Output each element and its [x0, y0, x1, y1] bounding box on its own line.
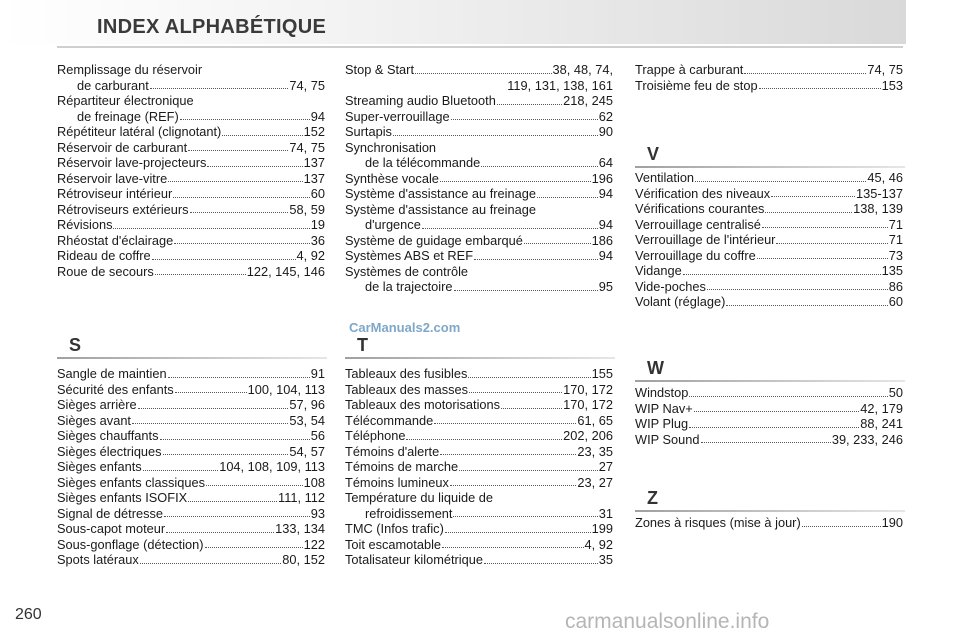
index-block-s-continued	[345, 62, 613, 295]
index-entry	[345, 93, 613, 109]
entry-page-ref: 71	[888, 232, 903, 247]
entry-label: Vérification des niveaux	[635, 185, 771, 201]
dot-leader	[434, 423, 576, 424]
index-entry	[57, 202, 325, 218]
entry-label: Système d'assistance au freinage	[345, 186, 536, 201]
entry-page-ref: 57, 96	[289, 397, 325, 412]
entry-page-ref: 19	[310, 217, 325, 232]
watermark-bottom: carmanualsonline.info	[565, 610, 770, 633]
page-number: 260	[15, 606, 42, 623]
entry-page-ref: 190	[881, 515, 903, 530]
index-entry	[345, 171, 613, 187]
dot-leader	[422, 228, 598, 229]
entry-page-ref: 23, 27	[577, 474, 613, 490]
entry-page-ref: 38, 48, 74,	[552, 62, 613, 77]
index-entry	[345, 155, 613, 171]
index-entry	[635, 186, 903, 202]
entry-label: de la télécommande	[365, 155, 481, 170]
index-entry	[57, 537, 325, 553]
entry-label: Sécurité des enfants	[57, 381, 174, 397]
entry-label: Tableaux des fusibles	[345, 366, 468, 381]
entry-label: Réservoir de carburant	[57, 139, 188, 155]
index-entry	[345, 366, 613, 382]
dot-leader	[207, 166, 302, 167]
entry-page-ref: 4, 92	[584, 536, 613, 552]
index-entry	[635, 232, 903, 248]
dot-leader	[689, 427, 859, 428]
entry-label: Témoins d'alerte	[345, 443, 440, 459]
dot-leader	[497, 104, 562, 105]
dot-leader	[771, 196, 855, 197]
dot-leader	[113, 228, 309, 229]
dot-leader	[415, 73, 552, 74]
index-entry	[345, 382, 613, 398]
entry-page-ref: 94	[310, 108, 325, 124]
dot-leader	[744, 73, 866, 74]
index-entry	[345, 279, 613, 295]
dot-leader	[537, 197, 598, 198]
entry-label: Windstop	[635, 385, 689, 400]
entry-page-ref: 39, 233, 246	[831, 431, 903, 447]
section-letter: Z	[647, 488, 658, 508]
dot-leader	[765, 212, 852, 213]
dot-leader	[132, 423, 288, 424]
entry-page-ref: 199	[591, 521, 613, 536]
index-entry	[635, 62, 903, 78]
dot-leader	[776, 243, 887, 244]
dot-leader	[757, 258, 888, 259]
entry-page-ref: 60	[310, 186, 325, 201]
entry-label: Sous-capot moteur	[57, 521, 166, 536]
entry-page-ref: 155	[591, 366, 613, 381]
entry-label: WIP Plug	[635, 416, 689, 431]
dot-leader	[453, 516, 597, 517]
dot-leader	[440, 454, 576, 455]
entry-page-ref: 93	[310, 505, 325, 521]
dot-leader	[150, 88, 289, 89]
index-block-v	[635, 170, 903, 310]
index-entry	[345, 444, 613, 460]
dot-leader	[166, 532, 274, 533]
index-entry	[635, 279, 903, 295]
entry-page-ref: 135	[881, 263, 903, 278]
entry-label: Sièges chauffants	[57, 428, 159, 443]
entry-page-ref: 122, 145, 146	[246, 263, 325, 279]
dot-leader	[683, 274, 881, 275]
index-entry	[57, 264, 325, 280]
entry-label: Sièges arrière	[57, 397, 137, 412]
index-entry	[345, 459, 613, 475]
entry-label: Spots latéraux	[57, 552, 139, 567]
dot-leader	[802, 526, 881, 527]
entry-page-ref-continued: 119, 131, 138, 161	[507, 77, 613, 93]
dot-leader	[138, 408, 289, 409]
dot-leader	[469, 392, 562, 393]
index-entry	[57, 124, 325, 140]
dot-leader	[205, 547, 303, 548]
entry-label: Super-verrouillage	[345, 108, 450, 124]
entry-page-ref: 64	[598, 155, 613, 170]
index-entry	[57, 444, 325, 460]
index-block-r	[57, 62, 325, 279]
index-entry	[57, 382, 325, 398]
dot-leader	[393, 135, 598, 136]
index-entry	[57, 248, 325, 264]
index-block-t	[345, 366, 613, 568]
index-entry	[57, 186, 325, 202]
entry-label: Système de guidage embarqué	[345, 232, 523, 248]
entry-label: Sièges électriques	[57, 443, 162, 459]
entry-label: Répétiteur latéral (clignotant)	[57, 124, 222, 139]
entry-label: d'urgence	[365, 217, 421, 232]
section-letter: T	[357, 335, 368, 355]
entry-page-ref: 111, 112	[278, 490, 325, 505]
dot-leader	[160, 439, 310, 440]
dot-leader	[442, 547, 584, 548]
index-block-w	[635, 385, 903, 447]
index-entry	[345, 233, 613, 249]
dot-leader	[188, 150, 288, 151]
entry-label: Signal de détresse	[57, 505, 163, 521]
index-entry	[345, 428, 613, 444]
entry-label: Télécommande	[345, 412, 434, 428]
entry-label: Ventilation	[635, 170, 695, 185]
section-rule	[635, 166, 905, 168]
entry-label: Rhéostat d'éclairage	[57, 232, 174, 248]
index-entry-heading: Système d'assistance au freinage	[345, 201, 536, 217]
entry-page-ref: 137	[303, 170, 325, 186]
dot-leader	[726, 305, 887, 306]
dot-leader	[481, 166, 598, 167]
entry-label: Sièges enfants ISOFIX	[57, 490, 188, 505]
entry-page-ref: 90	[598, 124, 613, 139]
entry-page-ref: 73	[888, 247, 903, 263]
index-block-s	[57, 366, 325, 568]
dot-leader	[707, 289, 888, 290]
entry-label: Téléphone	[345, 428, 406, 443]
index-entry	[57, 140, 325, 156]
entry-label: TMC (Infos trafic)	[345, 521, 444, 536]
dot-leader	[190, 212, 289, 213]
dot-leader	[175, 392, 247, 393]
entry-page-ref: 100, 104, 113	[247, 381, 325, 397]
entry-page-ref: 23, 35	[577, 443, 613, 459]
dot-leader	[143, 470, 219, 471]
index-entry-heading: Synchronisation	[345, 139, 437, 155]
dot-leader	[450, 485, 577, 486]
dot-leader	[694, 411, 860, 412]
entry-label: Rétroviseur intérieur	[57, 186, 173, 201]
index-entry	[345, 186, 613, 202]
index-entry-heading: Systèmes de contrôle	[345, 263, 469, 279]
entry-page-ref: 27	[598, 459, 613, 474]
index-entry	[57, 78, 325, 94]
dot-leader	[468, 377, 590, 378]
index-block-z	[635, 515, 903, 531]
entry-page-ref: 53, 54	[289, 412, 325, 428]
entry-label: Vérifications courantes	[635, 201, 765, 216]
index-entry	[57, 217, 325, 233]
index-entry	[57, 490, 325, 506]
entry-page-ref: 74, 75	[289, 139, 325, 155]
entry-page-ref: 36	[310, 232, 325, 248]
dot-leader	[689, 396, 887, 397]
entry-page-ref: 94	[598, 217, 613, 232]
entry-page-ref: 56	[310, 428, 325, 443]
index-entry	[635, 416, 903, 432]
entry-page-ref: 91	[310, 366, 325, 381]
index-entry	[57, 475, 325, 491]
entry-label: Vidange	[635, 263, 682, 278]
dot-leader	[155, 274, 246, 275]
index-entry	[635, 217, 903, 233]
index-entry	[345, 217, 613, 233]
section-rule	[635, 510, 905, 512]
index-entry-heading: Remplissage du réservoir	[57, 62, 203, 77]
entry-label: Témoins lumineux	[345, 474, 449, 490]
index-entry	[635, 248, 903, 264]
index-entry	[57, 109, 325, 125]
index-entry	[57, 506, 325, 522]
section-letter: W	[647, 358, 664, 378]
index-entry	[57, 552, 325, 568]
index-entry	[57, 428, 325, 444]
index-entry-heading: Température du liquide de	[345, 490, 493, 505]
entry-page-ref: 88, 241	[860, 416, 903, 431]
dot-leader	[406, 439, 562, 440]
index-entry	[345, 475, 613, 491]
section-rule	[345, 357, 615, 359]
index-entry	[57, 155, 325, 171]
dot-leader	[140, 563, 281, 564]
entry-label: Streaming audio Bluetooth	[345, 93, 496, 108]
index-block-t-continued	[635, 62, 903, 93]
dot-leader	[168, 181, 302, 182]
entry-label: Rétroviseurs extérieurs	[57, 201, 189, 217]
index-entry	[57, 171, 325, 187]
entry-label: de carburant	[77, 77, 149, 93]
index-entry	[345, 413, 613, 429]
entry-page-ref: 94	[598, 248, 613, 263]
dot-leader	[762, 227, 888, 228]
dot-leader	[701, 442, 831, 443]
dot-leader	[180, 119, 310, 120]
index-entry	[57, 521, 325, 537]
entry-label: Réservoir lave-projecteurs	[57, 155, 207, 170]
entry-page-ref: 196	[591, 170, 613, 186]
dot-leader	[188, 501, 277, 502]
entry-label: Sièges enfants classiques	[57, 474, 205, 490]
entry-label: Tableaux des motorisations	[345, 397, 501, 412]
watermark-top: CarManuals2.com	[349, 320, 461, 335]
index-entry	[635, 263, 903, 279]
entry-page-ref: 62	[598, 108, 613, 124]
entry-page-ref: 86	[888, 278, 903, 294]
entry-page-ref: 58, 59	[289, 201, 325, 217]
entry-label: WIP Sound	[635, 431, 700, 447]
dot-leader	[440, 181, 591, 182]
entry-label: Toit escamotable	[345, 536, 442, 552]
index-entry	[57, 366, 325, 382]
entry-page-ref: 50	[888, 385, 903, 400]
entry-page-ref: 45, 46	[867, 170, 903, 185]
dot-leader	[759, 88, 881, 89]
entry-label: Trappe à carburant	[635, 62, 744, 77]
entry-label: Volant (réglage)	[635, 294, 726, 309]
entry-page-ref: 80, 152	[282, 552, 325, 567]
entry-label: Rideau de coffre	[57, 248, 151, 263]
entry-label: Zones à risques (mise à jour)	[635, 515, 801, 530]
index-entry	[635, 201, 903, 217]
entry-page-ref: 95	[598, 279, 613, 294]
entry-page-ref: 133, 134	[275, 521, 325, 536]
entry-label: Sièges avant	[57, 412, 131, 428]
dot-leader	[459, 470, 598, 471]
entry-label: Sièges enfants	[57, 459, 142, 474]
entry-page-ref: 74, 75	[867, 62, 903, 77]
entry-label: Témoins de marche	[345, 459, 459, 474]
entry-page-ref: 94	[598, 186, 613, 201]
entry-label: Sous-gonflage (détection)	[57, 536, 204, 552]
entry-label: Verrouillage du coffre	[635, 247, 756, 263]
entry-page-ref: 61, 65	[577, 412, 613, 428]
title-divider	[57, 46, 903, 48]
entry-label: Réservoir lave-vitre	[57, 170, 168, 186]
index-entry	[345, 552, 613, 568]
index-entry-heading: Répartiteur électronique	[57, 93, 194, 108]
index-entry	[345, 506, 613, 522]
dot-leader	[222, 135, 302, 136]
entry-page-ref: 122	[303, 536, 325, 552]
entry-label: WIP Nav+	[635, 400, 693, 416]
index-entry	[345, 248, 613, 264]
section-letter: V	[647, 144, 660, 164]
entry-page-ref: 104, 108, 109, 113	[219, 459, 325, 474]
index-entry	[635, 432, 903, 448]
entry-page-ref: 170, 172	[563, 381, 613, 397]
dot-leader	[164, 516, 310, 517]
entry-page-ref: 138, 139	[853, 201, 903, 216]
entry-page-ref: 74, 75	[289, 77, 325, 93]
dot-leader	[163, 454, 289, 455]
index-entry	[635, 385, 903, 401]
entry-label: Révisions	[57, 217, 113, 232]
index-entry	[57, 413, 325, 429]
dot-leader	[445, 532, 591, 533]
entry-label: Systèmes ABS et REF	[345, 248, 474, 263]
section-rule	[635, 380, 905, 382]
entry-page-ref: 137	[303, 155, 325, 170]
dot-leader	[173, 197, 310, 198]
entry-page-ref: 31	[598, 505, 613, 521]
page-title: INDEX ALPHABÉTIQUE	[97, 16, 327, 38]
entry-page-ref: 4, 92	[296, 248, 325, 263]
section-letter: S	[69, 335, 82, 355]
entry-page-ref: 152	[303, 124, 325, 139]
dot-leader	[168, 377, 310, 378]
entry-page-ref: 186	[591, 232, 613, 248]
entry-page-ref: 135-137	[856, 185, 903, 201]
dot-leader	[152, 259, 296, 260]
entry-page-ref: 35	[598, 552, 613, 567]
index-entry	[345, 397, 613, 413]
dot-leader	[451, 119, 598, 120]
entry-label: Verrouillage de l'intérieur	[635, 232, 776, 247]
entry-page-ref: 153	[881, 77, 903, 93]
dot-leader	[174, 243, 310, 244]
index-entry	[635, 78, 903, 94]
index-entry	[345, 521, 613, 537]
index-entry	[345, 537, 613, 553]
entry-label: Troisième feu de stop	[635, 77, 758, 93]
index-entry	[57, 397, 325, 413]
entry-page-ref: 42, 179	[860, 400, 903, 416]
entry-label: Synthèse vocale	[345, 170, 439, 186]
entry-page-ref: 108	[303, 474, 325, 490]
entry-label: refroidissement	[365, 505, 453, 521]
dot-leader	[501, 408, 562, 409]
entry-label: Roue de secours	[57, 263, 154, 279]
index-entry	[345, 109, 613, 125]
index-entry	[635, 401, 903, 417]
index-entry	[635, 294, 903, 310]
dot-leader	[524, 243, 591, 244]
dot-leader	[454, 290, 598, 291]
entry-label: Verrouillage centralisé	[635, 216, 761, 232]
index-entry	[57, 233, 325, 249]
index-entry	[345, 62, 613, 78]
index-entry	[57, 459, 325, 475]
index-entry	[635, 515, 903, 531]
entry-page-ref: 218, 245	[563, 93, 613, 108]
entry-page-ref: 170, 172	[563, 397, 613, 412]
entry-page-ref: 54, 57	[289, 443, 325, 459]
entry-label: de la trajectoire	[365, 279, 453, 294]
entry-page-ref: 71	[888, 216, 903, 232]
entry-page-ref: 202, 206	[563, 428, 613, 443]
dot-leader	[206, 485, 303, 486]
index-entry	[635, 170, 903, 186]
entry-label: Stop & Start	[345, 62, 414, 77]
entry-label: Sangle de maintien	[57, 366, 167, 381]
entry-label: Vide-poches	[635, 278, 706, 294]
index-entry	[345, 124, 613, 140]
section-rule	[57, 357, 327, 359]
entry-label: Tableaux des masses	[345, 381, 469, 397]
entry-page-ref: 60	[888, 294, 903, 309]
entry-label: Totalisateur kilométrique	[345, 552, 483, 567]
dot-leader	[695, 181, 866, 182]
entry-label: Surtapis	[345, 124, 392, 139]
dot-leader	[474, 259, 598, 260]
entry-label: de freinage (REF)	[77, 108, 179, 124]
dot-leader	[484, 563, 598, 564]
